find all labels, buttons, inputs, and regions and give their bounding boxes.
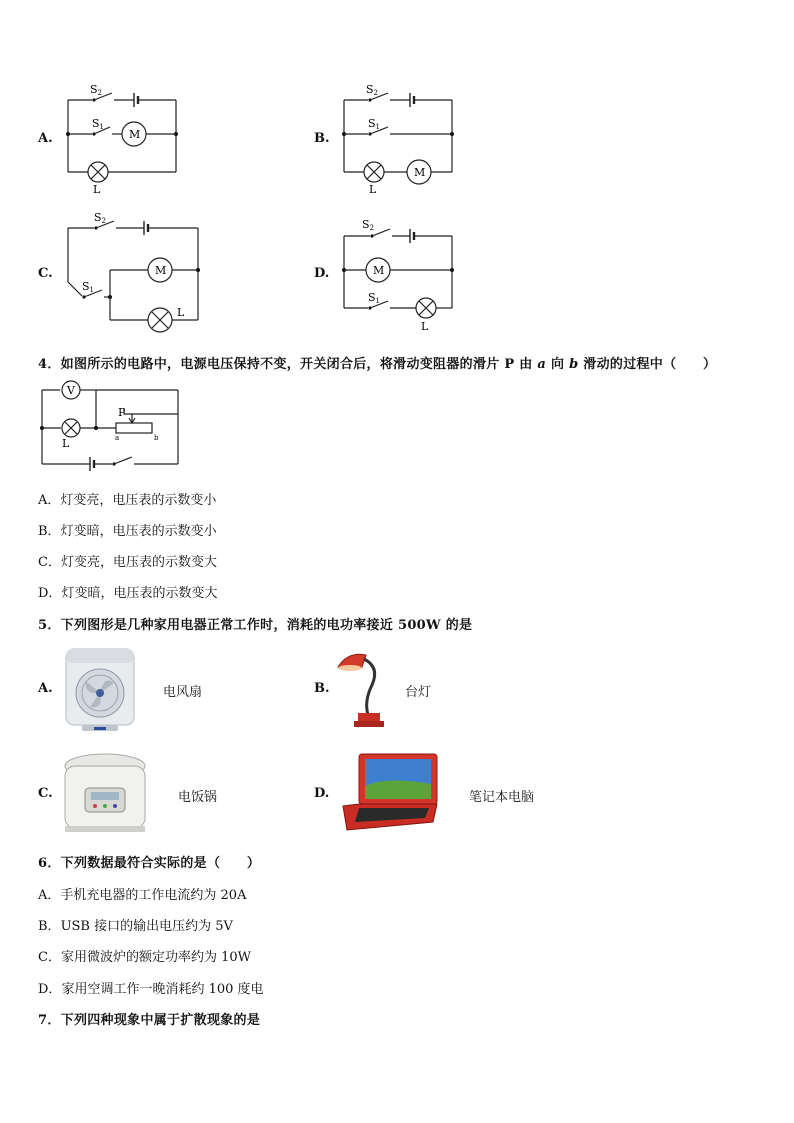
q4-end-a: a xyxy=(115,434,120,442)
q6-option-c[interactable]: C．家用微波炉的额定功率约为 10W xyxy=(38,950,251,965)
q5-option-a-label[interactable]: A. xyxy=(38,681,53,696)
q5-option-d-label[interactable]: D. xyxy=(314,786,330,801)
q3-d-lamp-label: L xyxy=(421,320,429,333)
q4-circuit-diagram xyxy=(36,378,186,476)
q3-d-s2-label: S2 xyxy=(362,218,375,232)
q3-option-c-circuit xyxy=(60,210,210,335)
q3-option-c-label[interactable]: C. xyxy=(38,266,53,281)
q3-b-lamp-label: L xyxy=(369,183,377,196)
q3-c-lamp-label: L xyxy=(177,306,185,319)
q3-b-s2-label: S2 xyxy=(366,83,379,97)
q6-option-a[interactable]: A．手机充电器的工作电流约为 20A xyxy=(38,888,247,903)
q5-option-c-label[interactable]: C. xyxy=(38,786,53,801)
q5-option-d-name: 笔记本电脑 xyxy=(469,790,535,805)
q3-b-s1-label: S1 xyxy=(368,117,381,131)
q3-c-s1-label: S1 xyxy=(82,280,95,294)
q6-question: 6．下列数据最符合实际的是（ ） xyxy=(38,856,261,871)
q4-lamp-label: L xyxy=(62,437,70,450)
q4-end-b: b xyxy=(154,434,159,442)
q4-voltmeter-label: V xyxy=(67,384,75,397)
q3-option-d-label[interactable]: D. xyxy=(314,266,330,281)
q7-question: 7．下列四种现象中属于扩散现象的是 xyxy=(38,1013,261,1028)
q3-a-motor-label: M xyxy=(129,128,141,141)
q4-option-d[interactable]: D．灯变暗，电压表的示数变大 xyxy=(38,586,218,601)
q4-slider-label: P xyxy=(118,406,126,419)
q4-option-b[interactable]: B．灯变暗，电压表的示数变小 xyxy=(38,524,217,539)
q3-option-a-circuit xyxy=(60,80,190,200)
q3-b-motor-label: M xyxy=(414,166,426,179)
q3-d-motor-label: M xyxy=(373,264,385,277)
laptop-image xyxy=(337,750,445,836)
q4-option-a[interactable]: A．灯变亮，电压表的示数变小 xyxy=(38,493,217,508)
q6-option-b[interactable]: B．USB 接口的输出电压约为 5V xyxy=(38,919,233,934)
q5-question: 5．下列图形是几种家用电器正常工作时，消耗的电功率接近 500W 的是 xyxy=(38,618,473,633)
q5-option-a-name: 电风扇 xyxy=(163,685,203,700)
electric-fan-image xyxy=(60,645,140,733)
q3-a-s2-label: S2 xyxy=(90,83,103,97)
rice-cooker-image xyxy=(60,748,150,838)
q3-c-motor-label: M xyxy=(155,264,167,277)
q3-option-d-circuit xyxy=(336,210,466,335)
q3-option-a-label[interactable]: A. xyxy=(38,131,53,146)
q3-option-b-label[interactable]: B. xyxy=(314,131,330,146)
q3-d-s1-label: S1 xyxy=(368,291,381,305)
q3-c-s2-label: S2 xyxy=(94,211,107,225)
q5-option-c-name: 电饭锅 xyxy=(178,790,218,805)
q3-option-b-circuit xyxy=(336,80,466,200)
q5-option-b-label[interactable]: B. xyxy=(314,681,330,696)
desk-lamp-image xyxy=(334,645,394,733)
q4-question: 4．如图所示的电路中，电源电压保持不变，开关闭合后，将滑动变阻器的滑片 P 由 a 向 b 滑动的过程中（ ） xyxy=(38,357,717,372)
q3-a-s1-label: S1 xyxy=(92,117,105,131)
q3-a-lamp-label: L xyxy=(93,183,101,196)
q4-option-c[interactable]: C．灯变亮，电压表的示数变大 xyxy=(38,555,217,570)
q5-option-b-name: 台灯 xyxy=(405,685,432,700)
q6-option-d[interactable]: D．家用空调工作一晚消耗约 100 度电 xyxy=(38,982,264,997)
